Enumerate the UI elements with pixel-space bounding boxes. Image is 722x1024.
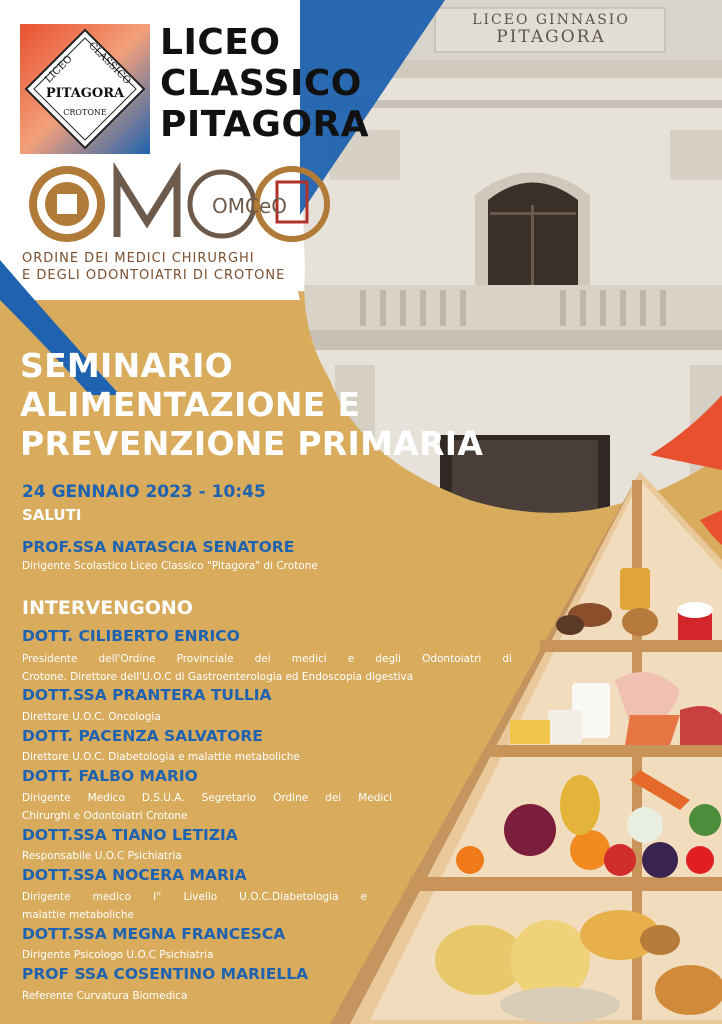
- building-inscription-line: LICEO GINNASIO: [472, 12, 630, 28]
- speaker-name: DOTT. CILIBERTO ENRICO: [22, 627, 240, 645]
- logo-liceo-text: LICEO: [43, 53, 75, 86]
- speaker-name: DOTT.SSA MEGNA FRANCESCA: [22, 925, 286, 943]
- building-inscription: [438, 12, 664, 46]
- speaker-name: DOTT.SSA TIANO LETIZIA: [22, 826, 238, 844]
- seminar-title-line: PREVENZIONE PRIMARIA: [20, 424, 484, 463]
- speaker-role: Referente Curvatura Biomedica: [22, 990, 188, 1002]
- speaker-role: [22, 789, 392, 825]
- speaker-name: DOTT. PACENZA SALVATORE: [22, 727, 263, 745]
- speaker-role: Responsabile U.O.C Psichiatria: [22, 850, 182, 862]
- building-inscription-line: PITAGORA: [496, 27, 606, 47]
- speaker-role: Dirigente Psicologo U.O.C Psichiatria: [22, 949, 214, 961]
- speaker-role-line: Dirigente Medico D.S.U.A. Segretario Ordine dei Medici: [22, 792, 392, 804]
- school-title-line: LICEO: [160, 22, 281, 63]
- liceo-logo: [20, 24, 150, 154]
- speaker-role-line: Dirigente medico I° Livello U.O.C.Diabetologia e: [22, 891, 367, 903]
- speaker-role-line: Presidente dell'Ordine Provinciale dei medici e degli Odontoiatri di: [22, 653, 512, 665]
- omceo-logo: [22, 162, 342, 252]
- seminar-datetime: 24 GENNAIO 2023 - 10:45: [22, 482, 266, 502]
- speaker-name: PROF SSA COSENTINO MARIELLA: [22, 965, 309, 983]
- omceo-logo-text: OMCeO: [212, 194, 288, 218]
- greeting-speaker-role: Dirigente Scolastico Liceo Classico "Pitagora" di Crotone: [22, 560, 318, 572]
- speakers-label: INTERVENGONO: [22, 597, 193, 619]
- speaker-name: DOTT.SSA NOCERA MARIA: [22, 866, 247, 884]
- speaker-role: [22, 888, 367, 924]
- speaker-role: Direttore U.O.C. Diabetologia e malattie metaboliche: [22, 751, 300, 763]
- omceo-logo-graphic: [22, 162, 342, 252]
- omceo-subtitle-line: ORDINE DEI MEDICI CHIRURGHI: [22, 251, 255, 266]
- omceo-subtitle: [22, 250, 285, 284]
- greetings-label: SALUTI: [22, 506, 82, 524]
- seminar-title-line: ALIMENTAZIONE E: [20, 385, 361, 424]
- speaker-role-line: Crotone. Direttore dell'U.O.C di Gastroenterologia ed Endoscopia digestiva: [22, 671, 414, 683]
- speaker-role: [22, 650, 512, 686]
- speaker-role: Direttore U.O.C. Oncologia: [22, 711, 161, 723]
- school-title: [160, 22, 369, 145]
- logo-crotone-text: CROTONE: [63, 108, 107, 117]
- speaker-role-line: malattie metaboliche: [22, 909, 135, 921]
- omceo-subtitle-line: E DEGLI ODONTOIATRI DI CROTONE: [22, 268, 286, 283]
- school-title-line: PITAGORA: [160, 104, 370, 145]
- logo-pitagora-text: PITAGORA: [45, 86, 125, 101]
- speaker-name: DOTT.SSA PRANTERA TULLIA: [22, 686, 272, 704]
- greeting-speaker-name: PROF.SSA NATASCIA SENATORE: [22, 538, 295, 556]
- school-title-line: CLASSICO: [160, 63, 362, 104]
- logo-classico-text: CLASSICO: [86, 40, 133, 87]
- speaker-name: DOTT. FALBO MARIO: [22, 767, 198, 785]
- seminar-title-line: SEMINARIO: [20, 346, 234, 385]
- speaker-role-line: Chirurghi e Odontoiatri Crotone: [22, 810, 188, 822]
- seminar-title: [20, 346, 483, 463]
